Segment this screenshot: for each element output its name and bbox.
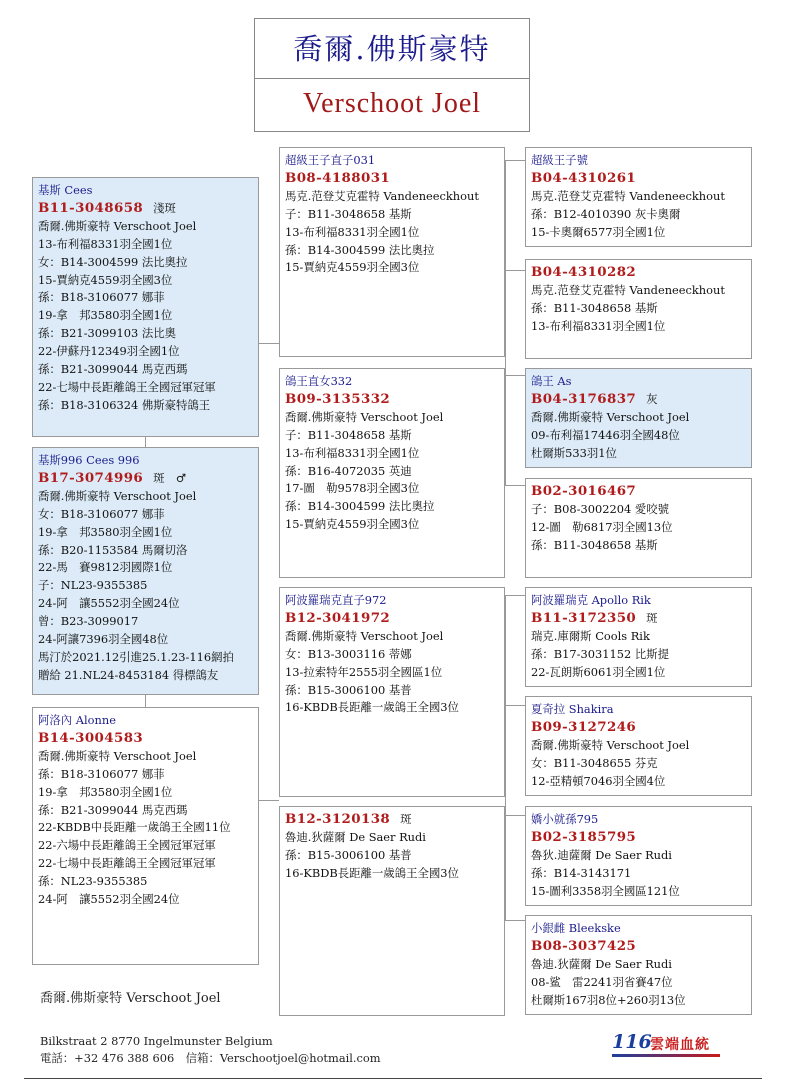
ring-number-row: [531, 483, 746, 501]
pedigree-detail-line: 孫：B14-3004599 法比奧拉: [285, 499, 435, 514]
bird-name: 基斯996 Cees 996: [38, 453, 140, 467]
pedigree-detail-line: 孫：B14-3143171: [531, 865, 632, 880]
ring-number: B04-4310282: [531, 264, 637, 280]
pedigree-detail-line: 24-阿讓7396羽全國48位: [38, 632, 169, 647]
pedigree-detail-line: 孫：B12-4010390 灰卡奧爾: [531, 206, 681, 221]
connector-line: [505, 815, 525, 816]
ring-number: B11-3172350: [531, 609, 637, 626]
bird-name: 鴿王直女332: [285, 374, 353, 388]
bottom-divider: [24, 1078, 762, 1079]
bird-name: 嬌小就孫795: [531, 812, 599, 826]
ring-number: B12-3041972: [285, 609, 391, 626]
ring-number: B09-3135332: [285, 390, 391, 407]
pedigree-detail-line: 19-拿 邦3580羽全國1位: [38, 524, 173, 539]
pedigree-detail-line: 喬爾.佛斯豪特 Verschoot Joel: [285, 409, 444, 424]
pedigree-detail-line: 子：NL23-9355385: [38, 578, 148, 593]
pedigree-detail-line: 孫：B15-3006100 基普: [285, 682, 412, 697]
pedigree-detail-line: 22-七場中長距離鴿王全國冠軍冠軍: [38, 379, 216, 394]
pedigree-title-box: [254, 18, 530, 132]
pedigree-card-dsd: [525, 696, 752, 796]
pedigree-detail-line: 孫：B18-3106324 佛斯豪特鴿王: [38, 397, 211, 412]
color-sex-note: 斑 ♂: [153, 470, 187, 485]
ring-number-row: [531, 610, 746, 628]
pedigree-card-sire: [32, 447, 259, 695]
connector-line: [145, 437, 146, 447]
owner-contact: [40, 1033, 381, 1067]
connector-line: [259, 343, 279, 344]
connector-line: [505, 485, 525, 486]
pedigree-detail-line: 24-阿 讓5552羽全國24位: [38, 892, 180, 907]
bird-name: 超級王子直子031: [285, 153, 376, 167]
pedigree-detail-line: 16-KBDB長距離一歲鴿王全國3位: [285, 865, 459, 880]
ring-number: B08-4188031: [285, 169, 391, 186]
pedigree-detail-line: 喬爾.佛斯豪特 Verschoot Joel: [38, 218, 197, 233]
ring-number: B02-3016467: [531, 483, 637, 499]
brand-logo: [612, 1031, 722, 1057]
pedigree-detail-line: 子：B11-3048658 基斯: [285, 206, 412, 221]
ring-number-row: [531, 170, 746, 188]
pedigree-card-dds: [525, 806, 752, 906]
bird-name: 小銀雌 Bleekske: [531, 921, 621, 935]
pedigree-detail-line: 13-拉索特年2555羽全國區1位: [285, 664, 443, 679]
pedigree-detail-line: 瑞克.庫爾斯 Cools Rik: [531, 628, 650, 643]
connector-line: [259, 800, 279, 801]
pedigree-detail-line: 13-布利福8331羽全國1位: [531, 318, 666, 333]
pedigree-detail-line: 13-布利福8331羽全國1位: [285, 445, 420, 460]
ring-number: B12-3120138: [285, 811, 391, 827]
pedigree-detail-line: 15-賈納克4559羽全國3位: [285, 517, 420, 532]
ring-number-row: [38, 200, 253, 218]
pedigree-card-ssd: [525, 259, 752, 359]
pedigree-detail-line: 19-拿 邦3580羽全國1位: [38, 308, 173, 323]
pedigree-detail-line: 女：B14-3004599 法比奧拉: [38, 254, 188, 269]
owner-signature: 喬爾.佛斯豪特 Verschoot Joel: [40, 991, 221, 1006]
pedigree-detail-line: 15-賈納克4559羽全國3位: [285, 260, 420, 275]
ring-number-row: [531, 719, 746, 737]
pedigree-detail-line: 12-亞精頓7046羽全國4位: [531, 773, 666, 788]
ring-number: B14-3004583: [38, 729, 144, 746]
address-line: Bilkstraat 2 8770 Ingelmunster Belgium: [40, 1034, 273, 1048]
color-sex-note: 斑: [400, 812, 412, 826]
pedigree-detail-line: 15-賈納克4559羽全國3位: [38, 272, 173, 287]
pedigree-detail-line: 22-KBDB中長距離一歲鴿王全國11位: [38, 820, 231, 835]
pedigree-detail-line: 女：B13-3003116 蒂娜: [285, 646, 412, 661]
ring-number-row: [531, 264, 746, 282]
pedigree-detail-line: 曾：B23-3099017: [38, 614, 139, 629]
bird-name: 夏奇拉 Shakira: [531, 702, 614, 716]
pedigree-card-subject: [32, 177, 259, 437]
pedigree-detail-line: 24-阿 讓5552羽全國24位: [38, 596, 180, 611]
connector-line: [505, 270, 525, 271]
ring-number-row: [531, 829, 746, 847]
pedigree-detail-line: 13-布利福8331羽全國1位: [38, 236, 173, 251]
pedigree-detail-line: 22-伊蘇丹12349羽全國1位: [38, 344, 180, 359]
pedigree-detail-line: 17-圖 勒9578羽全國3位: [285, 481, 420, 496]
pedigree-card-dss: [525, 587, 752, 687]
ring-number: B09-3127246: [531, 718, 637, 735]
pedigree-card-sds: [525, 368, 752, 468]
pedigree-detail-line: 子：B08-3002204 愛咬號: [531, 501, 670, 516]
ring-number: B08-3037425: [531, 937, 637, 954]
logo-text: 雲端血統: [650, 1037, 710, 1053]
connector-line: [505, 595, 525, 596]
ring-number-row: [285, 610, 499, 628]
color-sex-note: 淺斑: [153, 200, 176, 215]
color-sex-note: 灰: [646, 391, 658, 406]
pedigree-card-sss: [525, 147, 752, 247]
pedigree-detail-line: 孫：B16-4072035 英迪: [285, 463, 412, 478]
pedigree-detail-line: 孫：B21-3099044 馬克西瑪: [38, 362, 188, 377]
pedigree-detail-line: 22-七場中長距離鴿王全國冠軍冠軍: [38, 856, 216, 871]
pedigree-detail-line: 子：B11-3048658 基斯: [285, 427, 412, 442]
pedigree-detail-line: 杜爾斯167羽8位+260羽13位: [531, 992, 686, 1007]
connector-line: [505, 160, 525, 161]
pedigree-detail-line: 孫：B21-3099044 馬克西瑪: [38, 802, 188, 817]
pedigree-detail-line: 12-圖 勒6817羽全國13位: [531, 519, 673, 534]
color-sex-note: 斑: [646, 610, 658, 625]
ring-number-row: [531, 391, 746, 409]
pedigree-detail-line: 09-布利福17446羽全國48位: [531, 427, 680, 442]
pedigree-detail-line: 贈給 21.NL24-8453184 得標鴿友: [38, 667, 219, 682]
pedigree-card-sire-sire: [279, 147, 505, 357]
ring-number: B11-3048658: [38, 199, 144, 216]
ring-number: B02-3185795: [531, 828, 637, 845]
pedigree-detail-line: 馬汀於2021.12引進25.1.23-116網拍: [38, 649, 234, 664]
ring-number-row: [285, 170, 499, 188]
bird-name: 阿波羅瑞克 Apollo Rik: [531, 593, 651, 607]
pedigree-card-dam-sire: [279, 587, 505, 797]
pedigree-detail-line: 孫：B14-3004599 法比奧拉: [285, 242, 435, 257]
pedigree-detail-line: 孫：NL23-9355385: [38, 874, 148, 889]
pedigree-card-sdd: [525, 478, 752, 578]
bird-name: 基斯 Cees: [38, 183, 93, 197]
pedigree-detail-line: 喬爾.佛斯豪特 Verschoot Joel: [285, 628, 444, 643]
ring-number-row: [38, 470, 253, 488]
connector-line: [505, 160, 506, 485]
connector-line: [505, 375, 525, 376]
pedigree-detail-line: 女：B11-3048655 芬克: [531, 755, 658, 770]
pedigree-detail-line: 魯狄.迪薩爾 De Saer Rudi: [531, 847, 672, 862]
pedigree-detail-line: 孫：B17-3031152 比斯提: [531, 646, 670, 661]
bird-name: 鴿王 As: [531, 374, 572, 388]
pedigree-detail-line: 馬克.范登艾克霍特 Vandeneeckhout: [531, 282, 725, 297]
connector-line: [145, 695, 146, 707]
pedigree-detail-line: 馬克.范登艾克霍特 Vandeneeckhout: [531, 188, 725, 203]
pedigree-detail-line: 19-拿 邦3580羽全國1位: [38, 784, 173, 799]
pedigree-detail-line: 15-卡奧爾6577羽全國1位: [531, 224, 666, 239]
pedigree-detail-line: 魯迪.狄薩爾 De Saer Rudi: [531, 956, 672, 971]
connector-line: [505, 920, 525, 921]
pedigree-detail-line: 08-鲨 雷2241羽省賽47位: [531, 974, 673, 989]
pedigree-detail-line: 22-六場中長距離鴿王全國冠軍冠軍: [38, 838, 216, 853]
ring-number-row: [285, 811, 499, 829]
pedigree-detail-line: 孫：B20-1153584 馬爾切洛: [38, 542, 188, 557]
pedigree-detail-line: 孫：B15-3006100 基普: [285, 847, 412, 862]
pedigree-detail-line: 孫：B18-3106077 娜菲: [38, 766, 165, 781]
pedigree-detail-line: 22-瓦朗斯6061羽全國1位: [531, 664, 666, 679]
logo-number: 116: [612, 1031, 652, 1053]
owner-name-english: Verschoot Joel: [302, 88, 482, 119]
ring-number-row: [285, 391, 499, 409]
pedigree-card-dam-dam: [279, 806, 505, 1016]
bird-name: 阿洛內 Alonne: [38, 713, 116, 727]
bird-name: 超級王子號: [531, 153, 588, 167]
pedigree-detail-line: 孫：B21-3099103 法比奧: [38, 326, 177, 341]
ring-number: B04-4310261: [531, 169, 637, 186]
pedigree-detail-line: 孫：B11-3048658 基斯: [531, 300, 658, 315]
pedigree-detail-line: 馬克.范登艾克霍特 Vandeneeckhout: [285, 188, 479, 203]
pedigree-detail-line: 喬爾.佛斯豪特 Verschoot Joel: [38, 488, 197, 503]
pedigree-detail-line: 13-布利福8331羽全國1位: [285, 224, 420, 239]
pedigree-card-ddd: [525, 915, 752, 1015]
phone-email-line: 電話：+32 476 388 606 信箱：Verschootjoel@hotmail.com: [40, 1051, 381, 1065]
pedigree-detail-line: 22-馬 賽9812羽國際1位: [38, 560, 173, 575]
pedigree-detail-line: 杜爾斯533羽1位: [531, 445, 617, 460]
bird-name: 阿波羅瑞克直子972: [285, 593, 387, 607]
ring-number: B04-3176837: [531, 390, 637, 407]
owner-name-chinese: 喬爾.佛斯豪特: [255, 19, 529, 79]
ring-number-row: [38, 730, 253, 748]
pedigree-detail-line: 喬爾.佛斯豪特 Verschoot Joel: [531, 737, 690, 752]
connector-line: [505, 705, 525, 706]
pedigree-detail-line: 15-圖利3358羽全國區121位: [531, 883, 680, 898]
pedigree-card-sire-dam: [279, 368, 505, 578]
pedigree-detail-line: 女：B18-3106077 娜菲: [38, 506, 165, 521]
connector-line: [505, 595, 506, 920]
ring-number-row: [531, 938, 746, 956]
pedigree-detail-line: 孫：B11-3048658 基斯: [531, 537, 658, 552]
pedigree-detail-line: 16-KBDB長距離一歲鴿王全國3位: [285, 700, 459, 715]
logo-underline: [612, 1054, 720, 1057]
pedigree-detail-line: 喬爾.佛斯豪特 Verschoot Joel: [531, 409, 690, 424]
pedigree-card-dam: [32, 707, 259, 965]
pedigree-detail-line: 孫：B18-3106077 娜菲: [38, 290, 165, 305]
pedigree-detail-line: 喬爾.佛斯豪特 Verschoot Joel: [38, 748, 197, 763]
pedigree-detail-line: 魯迪.狄薩爾 De Saer Rudi: [285, 829, 426, 844]
ring-number: B17-3074996: [38, 469, 144, 486]
